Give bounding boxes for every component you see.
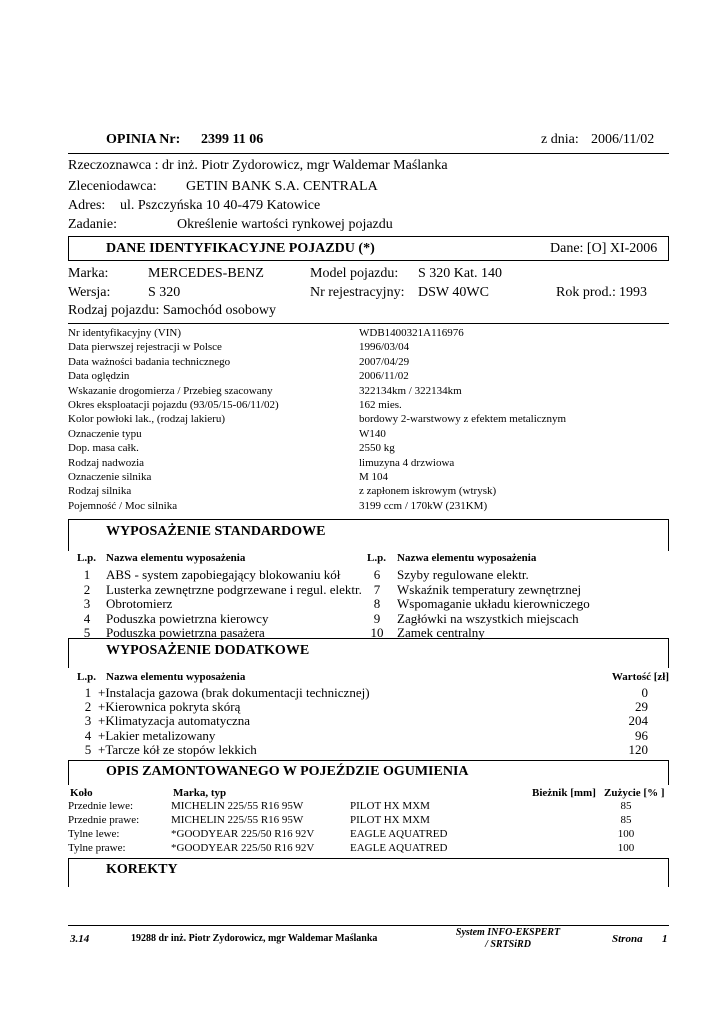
tyre-position: Przednie prawe: (68, 814, 140, 826)
standard-name-header-right: Nazwa elementu wyposażenia (397, 552, 537, 564)
detail-label: Wskazanie drogomierza / Przebieg szacowany (68, 384, 273, 397)
footer-divider (68, 925, 669, 926)
adres-label: Adres: (68, 198, 106, 213)
footer-strona-value: 1 (662, 933, 668, 945)
footer-version: 3.14 (70, 933, 90, 945)
dodatkowe-value-header: Wartość [zł] (611, 671, 669, 683)
dodatkowe-title: WYPOSAŻENIE DODATKOWE (106, 643, 310, 658)
detail-value: 322134km / 322134km (359, 384, 462, 397)
nrrej-value: DSW 40WC (418, 285, 489, 300)
detail-label: Rodzaj nadwozia (68, 456, 145, 469)
standard-item-lp: 6 (373, 567, 381, 582)
korekty-title: KOREKTY (106, 862, 178, 877)
standard-item-name: Wspomaganie układu kierowniczego (397, 596, 590, 611)
rzeczoznawca: Rzeczoznawca : dr inż. Piotr Zydorowicz, mgr Waldemar Maślanka (68, 158, 448, 173)
footer-author: 19288 dr inż. Piotr Zydorowicz, mgr Waldemar Maślanka (131, 933, 378, 944)
footer-strona-label: Strona (612, 933, 643, 945)
tyre-model: EAGLE AQUATRED (350, 828, 448, 840)
wersja-label: Wersja: (68, 285, 111, 300)
detail-label: Okres eksploatacji pojazdu (93/05/15-06/11/02) (68, 399, 279, 411)
tyre-model: PILOT HX MXM (350, 800, 430, 812)
dodatkowe-item-name: +Klimatyzacja automatyczna (98, 713, 251, 729)
detail-value: 162 mies. (359, 399, 402, 411)
detail-value: limuzyna 4 drzwiowa (359, 456, 455, 469)
tyre-wear: 100 (617, 842, 635, 854)
standard-item-lp: 9 (373, 610, 381, 626)
dodatkowe-item-value: 120 (628, 741, 648, 757)
ogumienie-title: OPIS ZAMONTOWANEGO W POJEŹDZIE OGUMIENIA (106, 764, 469, 779)
detail-label: Rodzaj silnika (68, 485, 132, 498)
standard-item-name: Obrotomierz (106, 596, 173, 611)
opinia-label: OPINIA Nr: (106, 132, 181, 147)
nrrej-label: Nr rejestracyjny: (310, 285, 405, 300)
tyre-wear: 100 (617, 828, 635, 840)
standard-item-lp: 4 (83, 610, 91, 626)
tyre-wear: 85 (620, 800, 632, 812)
detail-value: M 104 (359, 471, 389, 483)
model-label: Model pojazdu: (310, 266, 399, 281)
detail-label: Pojemność / Moc silnika (68, 499, 178, 512)
detail-value: WDB1400321A116976 (359, 327, 464, 339)
rok-label: Rok prod.: (556, 285, 616, 300)
standard-lp-header-right: L.p. (367, 552, 386, 564)
standard-item-name: Poduszka powietrzna pasażera (106, 625, 265, 640)
dodatkowe-item-lp: 4 (84, 727, 92, 743)
dodatkowe-item-value: 29 (635, 699, 648, 715)
standard-item-lp: 5 (83, 625, 91, 640)
dodatkowe-item-name: +Tarcze kół ze stopów lekkich (98, 741, 257, 757)
dodatkowe-item-value: 0 (641, 685, 648, 700)
detail-label: Nr identyfikacyjny (VIN) (68, 327, 182, 339)
detail-value: 2007/04/29 (359, 355, 410, 368)
tyre-wear: 85 (620, 814, 632, 826)
ident-divider (68, 323, 669, 324)
standard-item-name: Poduszka powietrzna kierowcy (106, 610, 269, 626)
dodatkowe-item-name: +Instalacja gazowa (brak dokumentacji technicznej) (98, 685, 370, 700)
dodatkowe-lp-header: L.p. (77, 671, 96, 683)
tyre-brand: MICHELIN 225/55 R16 95W (171, 814, 304, 826)
detail-label: Data oględzin (68, 370, 130, 383)
detail-label: Data ważności badania technicznego (68, 355, 231, 368)
tyre-position: Tylne prawe: (68, 842, 126, 854)
standard-item-lp: 3 (83, 596, 91, 611)
model-value: S 320 Kat. 140 (418, 266, 502, 281)
dodatkowe-item-name: +Kierownica pokryta skórą (98, 699, 241, 715)
standard-item-name: Lusterka zewnętrzne podgrzewane i regul. elektr. (106, 581, 362, 597)
detail-value: 2550 kg (359, 442, 395, 455)
opinia-number: 2399 11 06 (201, 132, 264, 147)
dodatkowe-name-header: Nazwa elementu wyposażenia (106, 671, 246, 683)
wersja-value: S 320 (148, 285, 181, 300)
zadanie-value: Określenie wartości rynkowej pojazdu (177, 217, 393, 232)
tyre-model: PILOT HX MXM (350, 814, 430, 826)
standard-item-lp: 10 (370, 625, 384, 640)
rok-value: 1993 (619, 285, 647, 300)
zleceniodawca-label: Zleceniodawca: (68, 179, 157, 194)
ident-dane: Dane: [O] XI-2006 (550, 241, 658, 256)
marka-value: MERCEDES-BENZ (148, 266, 264, 281)
standard-lp-header-left: L.p. (77, 552, 96, 564)
tyre-brand: MICHELIN 225/55 R16 95W (171, 800, 304, 812)
standard-title: WYPOSAŻENIE STANDARDOWE (106, 524, 326, 539)
detail-value: z zapłonem iskrowym (wtrysk) (359, 485, 497, 498)
marka-typ-header: Marka, typ (173, 787, 227, 799)
footer-system-line1: System INFO-EKSPERT (455, 927, 561, 938)
detail-value: 1996/03/04 (359, 341, 410, 354)
header-divider (68, 153, 669, 154)
kolo-header: Koło (70, 787, 93, 799)
tyre-brand: *GOODYEAR 225/50 R16 92V (171, 842, 315, 854)
dodatkowe-item-lp: 2 (84, 699, 92, 715)
dodatkowe-item-value: 96 (635, 727, 648, 743)
standard-item-lp: 2 (83, 581, 91, 597)
detail-value: 3199 ccm / 170kW (231KM) (359, 499, 488, 512)
dodatkowe-item-name: +Lakier metalizowany (98, 727, 216, 743)
detail-value: 2006/11/02 (359, 370, 409, 383)
standard-item-lp: 8 (373, 596, 381, 611)
zuzycie-header: Zużycie [% ] (604, 787, 665, 799)
standard-name-header-left: Nazwa elementu wyposażenia (106, 552, 246, 564)
marka-label: Marka: (68, 266, 109, 281)
adres-value: ul. Pszczyńska 10 40-479 Katowice (120, 198, 321, 213)
standard-item-name: Wskaźnik temperatury zewnętrznej (397, 581, 582, 597)
tyre-brand: *GOODYEAR 225/50 R16 92V (171, 828, 315, 840)
standard-item-lp: 1 (83, 567, 91, 582)
standard-item-name: Zagłówki na wszystkich miejscach (397, 610, 579, 626)
detail-value: bordowy 2-warstwowy z efektem metalicznym (359, 413, 567, 426)
tyre-position: Przednie lewe: (68, 800, 134, 812)
tyre-model: EAGLE AQUATRED (350, 842, 448, 854)
bieznik-header: Bieżnik [mm] (532, 787, 596, 799)
detail-label: Oznaczenie silnika (68, 471, 152, 483)
tyre-position: Tylne lewe: (68, 828, 120, 840)
zadanie-label: Zadanie: (68, 217, 117, 232)
dodatkowe-item-lp: 1 (84, 685, 92, 700)
detail-label: Kolor powłoki lak., (rodzaj lakieru) (68, 413, 226, 426)
dodatkowe-item-lp: 5 (84, 741, 92, 757)
date-value: 2006/11/02 (591, 132, 655, 147)
standard-item-lp: 7 (373, 581, 381, 597)
standard-item-name: Zamek centralny (397, 625, 485, 640)
detail-label: Data pierwszej rejestracji w Polsce (68, 341, 222, 354)
standard-item-name: Szyby regulowane elektr. (397, 567, 529, 582)
dodatkowe-item-lp: 3 (84, 713, 92, 729)
rodzaj-pojazdu: Rodzaj pojazdu: Samochód osobowy (68, 303, 277, 318)
standard-item-name: ABS - system zapobiegający blokowaniu kół (106, 567, 341, 582)
ident-title: DANE IDENTYFIKACYJNE POJAZDU (*) (106, 241, 375, 256)
footer-system-line2: / SRTSiRD (485, 939, 531, 950)
zleceniodawca-value: GETIN BANK S.A. CENTRALA (186, 179, 378, 194)
detail-label: Dop. masa całk. (68, 442, 139, 455)
detail-label: Oznaczenie typu (68, 427, 142, 440)
dodatkowe-item-value: 204 (628, 713, 648, 729)
date-label: z dnia: (541, 132, 579, 147)
detail-value: W140 (359, 427, 386, 440)
